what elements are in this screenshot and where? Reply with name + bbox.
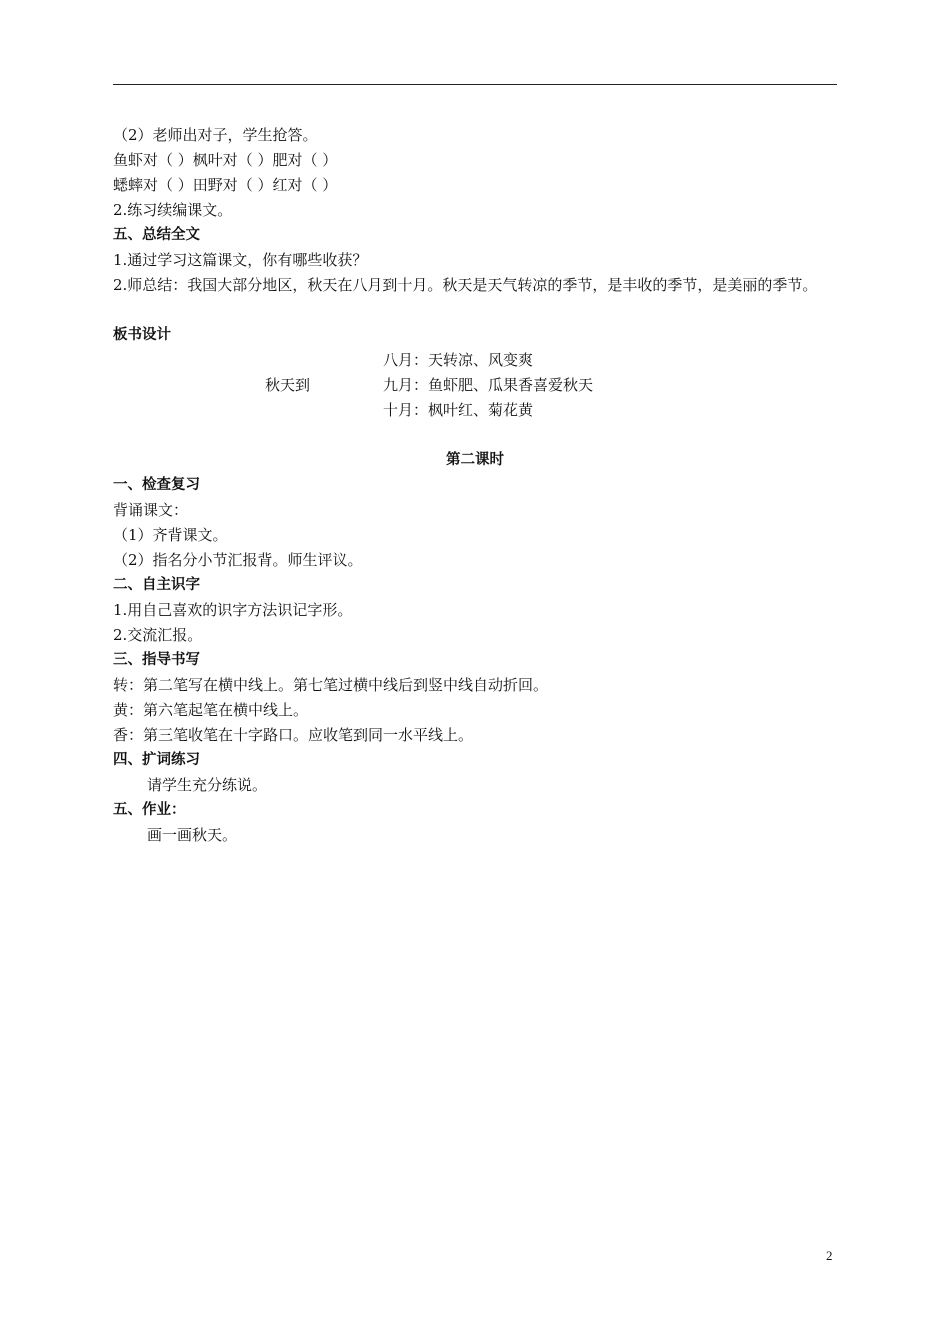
text-line: 香：第三笔收笔在十字路口。应收笔到同一水平线上。 — [113, 726, 474, 744]
section-heading: 二、自主识字 — [113, 577, 200, 593]
board-center-title: 秋天到 — [265, 376, 311, 394]
section-heading: 三、指导书写 — [113, 652, 200, 668]
text-line: 黄：第六笔起笔在横中线上。 — [113, 701, 309, 719]
document-body — [113, 123, 837, 848]
lesson-title: 第二课时 — [446, 452, 504, 468]
section-heading: 一、检查复习 — [113, 477, 200, 493]
board-rows — [383, 348, 593, 423]
text-paragraph: 2.师总结：我国大部分地区，秋天在八月到十月。秋天是天气转凉的季节，是丰收的季节，是美丽的季节。 — [113, 276, 818, 294]
section-heading: 五、作业： — [113, 802, 186, 818]
text-line: 画一画秋天。 — [147, 826, 238, 844]
board-design-heading: 板书设计 — [113, 327, 171, 343]
text-line: 鱼虾对（ ）枫叶对（ ）肥对（ ） — [113, 151, 338, 169]
text-line: 2.练习续编课文。 — [113, 201, 233, 219]
text-line: （2）指名分小节汇报背。师生评议。 — [113, 551, 363, 569]
board-row: 八月：天转凉、风变爽 — [383, 351, 534, 369]
header-rule — [113, 84, 837, 85]
text-line: 请学生充分练说。 — [147, 776, 268, 794]
board-row: 九月：鱼虾肥、瓜果香喜爱秋天 — [383, 376, 594, 394]
page-number: 2 — [826, 1248, 833, 1263]
text-line: 转：第二笔写在横中线上。第七笔过横中线后到竖中线自动折回。 — [113, 676, 549, 694]
text-line: 1.用自己喜欢的识字方法识记字形。 — [113, 601, 353, 619]
section-heading: 五、总结全文 — [113, 227, 200, 243]
text-line: 1.通过学习这篇课文，你有哪些收获？ — [113, 251, 368, 269]
text-line: 蟋蟀对（ ）田野对（ ）红对（ ） — [113, 176, 338, 194]
board-design — [113, 348, 837, 423]
text-line: 2.交流汇报。 — [113, 626, 203, 644]
text-line: （2）老师出对子，学生抢答。 — [113, 126, 318, 144]
text-line: 背诵课文： — [113, 501, 189, 519]
board-row: 十月：枫叶红、菊花黄 — [383, 401, 534, 419]
section-heading: 四、扩词练习 — [113, 752, 200, 768]
text-line: （1）齐背课文。 — [113, 526, 228, 544]
